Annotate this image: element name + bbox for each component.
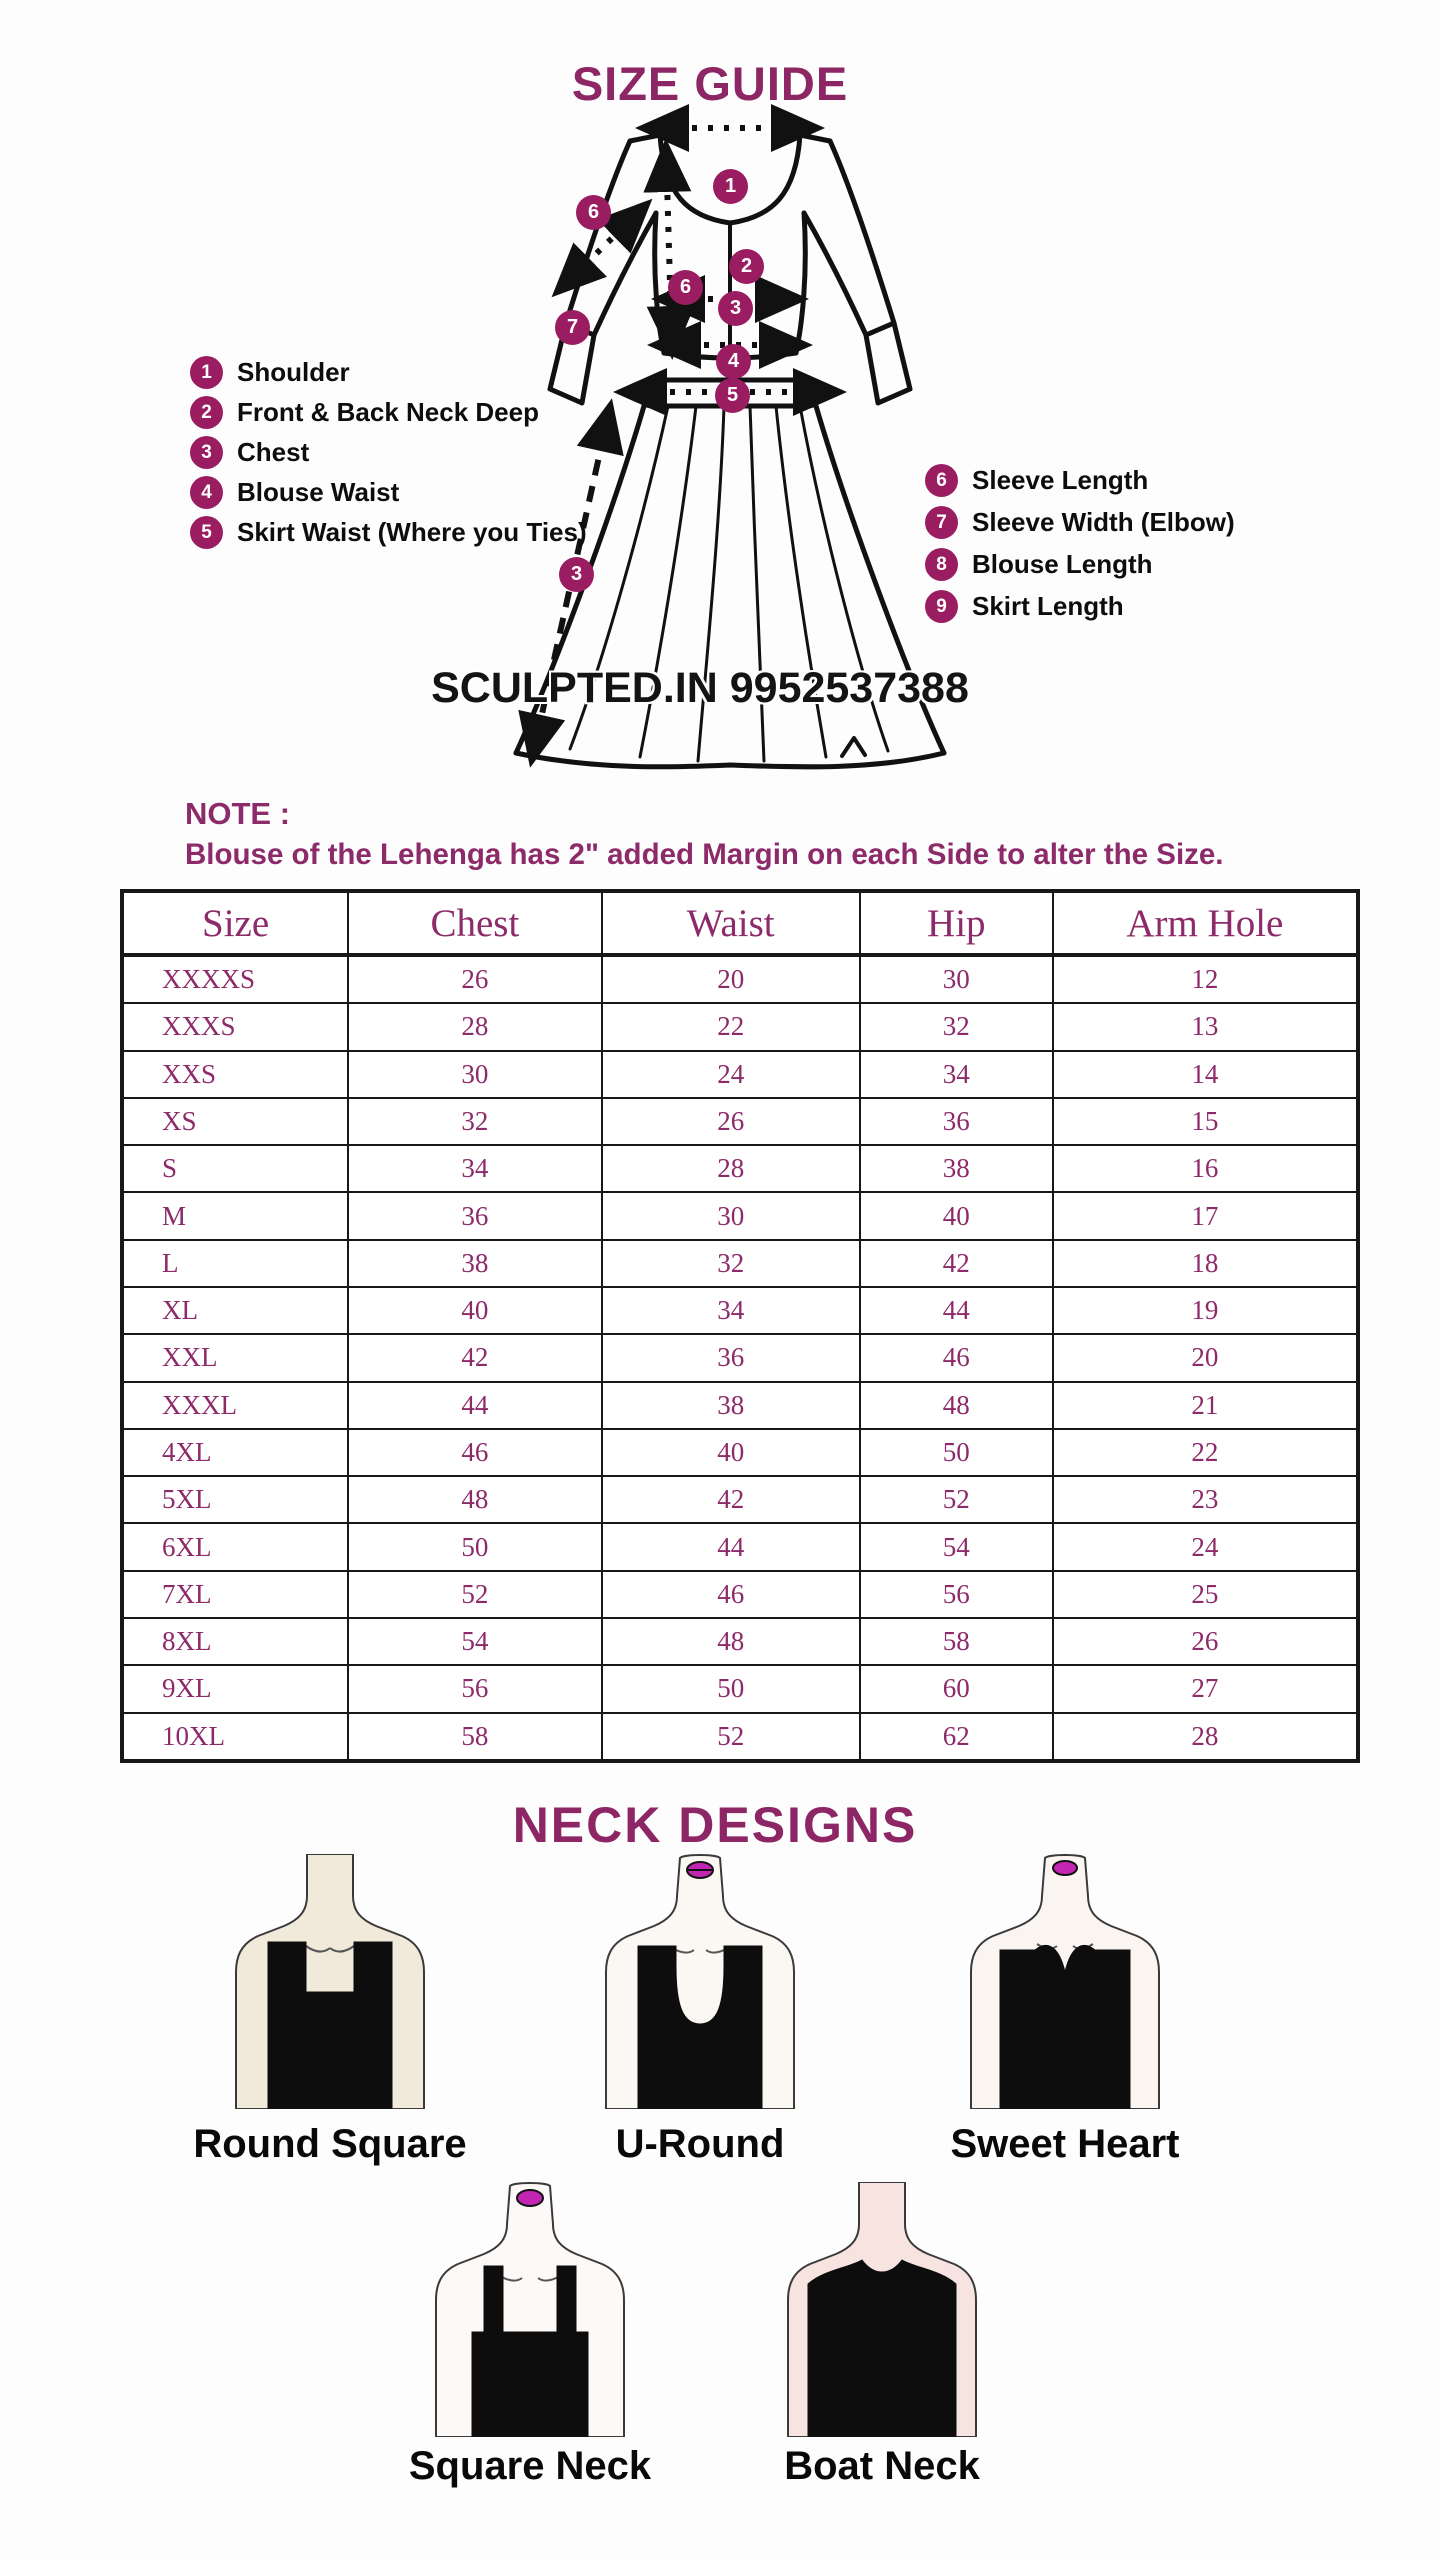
diagram-badge-blouse-length: 6	[668, 270, 703, 305]
measurement-cell: 46	[602, 1571, 860, 1618]
measurement-cell: 24	[1053, 1523, 1358, 1570]
measurement-cell: 26	[602, 1098, 860, 1145]
neck-design-label: Sweet Heart	[950, 2122, 1180, 2166]
size-cell: XXS	[122, 1051, 348, 1098]
header-hip: Hip	[860, 891, 1053, 955]
table-row	[122, 1713, 1358, 1761]
measurement-cell: 44	[860, 1287, 1053, 1334]
legend-label: Skirt Waist (Where you Ties)	[237, 517, 587, 547]
bodice-left	[655, 213, 664, 353]
legend-badge-3: 3	[190, 436, 223, 469]
measurement-cell: 38	[348, 1240, 601, 1287]
measurement-cell: 58	[348, 1713, 601, 1761]
measurement-cell: 30	[602, 1192, 860, 1239]
measurement-cell: 22	[1053, 1429, 1358, 1476]
measurement-cell: 26	[1053, 1618, 1358, 1665]
table-row	[122, 1192, 1358, 1239]
size-cell: 9XL	[122, 1665, 348, 1712]
measurement-cell: 40	[602, 1429, 860, 1476]
table-row	[122, 1382, 1358, 1429]
measurement-cell: 48	[348, 1476, 601, 1523]
diagram-badge-shoulder: 1	[713, 169, 748, 204]
u-round-figure	[580, 1854, 820, 2109]
measurement-cell: 28	[602, 1145, 860, 1192]
sweet-heart-figure	[945, 1854, 1185, 2109]
table-row	[122, 1523, 1358, 1570]
neck-designs-title: NECK DESIGNS	[512, 1797, 918, 1853]
table-row	[122, 1003, 1358, 1050]
measurement-cell: 22	[602, 1003, 860, 1050]
measurement-cell: 12	[1053, 955, 1358, 1003]
measurement-cell: 25	[1053, 1571, 1358, 1618]
boat-neck-figure	[762, 2182, 1002, 2437]
measurement-cell: 30	[348, 1051, 601, 1098]
measurement-cell: 62	[860, 1713, 1053, 1761]
measurement-cell: 24	[602, 1051, 860, 1098]
size-cell: 7XL	[122, 1571, 348, 1618]
legend-badge-1: 1	[190, 356, 223, 389]
size-cell: XL	[122, 1287, 348, 1334]
legend-badge-2: 2	[190, 396, 223, 429]
legend-item	[190, 396, 587, 429]
legend-item	[925, 506, 1235, 539]
measurement-cell: 38	[602, 1382, 860, 1429]
diagram-badge-chest: 3	[718, 291, 753, 326]
legend-badge-7: 7	[925, 506, 958, 539]
diagram-badge-neck-deep: 2	[729, 249, 764, 284]
header-waist: Waist	[602, 891, 860, 955]
measurement-cell: 60	[860, 1665, 1053, 1712]
measurement-cell: 40	[348, 1287, 601, 1334]
square-neck-figure	[410, 2182, 650, 2437]
header-chest: Chest	[348, 891, 601, 955]
size-chart-table	[120, 889, 1360, 1763]
measurement-cell: 21	[1053, 1382, 1358, 1429]
table-row	[122, 1098, 1358, 1145]
legend-badge-4: 4	[190, 476, 223, 509]
boat-neck-top	[808, 2260, 956, 2437]
measurement-cell: 32	[602, 1240, 860, 1287]
legend-item	[925, 464, 1235, 497]
table-row	[122, 1334, 1358, 1381]
neck-design-label: Round Square	[193, 2122, 467, 2166]
table-row	[122, 1051, 1358, 1098]
page-title: SIZE GUIDE	[571, 57, 849, 110]
measurement-cell: 34	[860, 1051, 1053, 1098]
measurement-cell: 23	[1053, 1476, 1358, 1523]
table-row	[122, 1665, 1358, 1712]
size-cell: 10XL	[122, 1713, 348, 1761]
legend-item	[190, 476, 587, 509]
measurement-cell: 18	[1053, 1240, 1358, 1287]
header-size: Size	[122, 891, 348, 955]
measurement-cell: 42	[860, 1240, 1053, 1287]
measurement-legend-left	[190, 356, 587, 549]
legend-item	[925, 548, 1235, 581]
table-row	[122, 1571, 1358, 1618]
hem	[516, 753, 944, 767]
legend-item	[925, 590, 1235, 623]
diagram-badge-sleeve-length: 6	[576, 195, 611, 230]
header-armhole: Arm Hole	[1053, 891, 1358, 955]
measurement-cell: 46	[348, 1429, 601, 1476]
measurement-cell: 58	[860, 1618, 1053, 1665]
measurement-cell: 54	[348, 1618, 601, 1665]
brand-contact-line: SCULPTED.IN 9952537388	[431, 664, 969, 712]
measurement-cell: 27	[1053, 1665, 1358, 1712]
measurement-cell: 42	[602, 1476, 860, 1523]
note-label: NOTE :	[185, 796, 291, 831]
measurement-cell: 32	[348, 1098, 601, 1145]
size-cell: M	[122, 1192, 348, 1239]
table-row	[122, 1287, 1358, 1334]
neck-design-label: U-Round	[615, 2122, 785, 2166]
neck-design-label: Boat Neck	[784, 2444, 980, 2488]
bodice-right	[796, 213, 805, 353]
right-cuff	[866, 323, 910, 403]
measurement-cell: 28	[1053, 1713, 1358, 1761]
table-row	[122, 955, 1358, 1003]
measurement-cell: 32	[860, 1003, 1053, 1050]
measurement-cell: 56	[860, 1571, 1053, 1618]
lips	[1053, 1861, 1077, 1875]
legend-label: Shoulder	[237, 357, 350, 387]
size-table-body	[122, 955, 1358, 1761]
measurement-cell: 50	[602, 1665, 860, 1712]
measurement-cell: 36	[602, 1334, 860, 1381]
neck-design-label: Square Neck	[408, 2444, 652, 2488]
legend-badge-5: 5	[190, 516, 223, 549]
measurement-cell: 44	[348, 1382, 601, 1429]
legend-label: Front & Back Neck Deep	[237, 397, 539, 427]
table-row	[122, 1145, 1358, 1192]
legend-badge-6: 6	[925, 464, 958, 497]
measurement-cell: 17	[1053, 1192, 1358, 1239]
round-square-figure	[210, 1854, 450, 2109]
measurement-cell: 52	[602, 1713, 860, 1761]
size-cell: XXXL	[122, 1382, 348, 1429]
left-sleeve-inner	[594, 213, 656, 335]
measurement-cell: 30	[860, 955, 1053, 1003]
measurement-cell: 15	[1053, 1098, 1358, 1145]
measurement-cell: 42	[348, 1334, 601, 1381]
measurement-cell: 54	[860, 1523, 1053, 1570]
measurement-cell: 56	[348, 1665, 601, 1712]
lips	[517, 2190, 543, 2206]
table-row	[122, 1476, 1358, 1523]
legend-item	[190, 436, 587, 469]
measurement-cell: 28	[348, 1003, 601, 1050]
measurement-cell: 48	[602, 1618, 860, 1665]
measurement-legend-right	[925, 464, 1235, 623]
legend-label: Blouse Length	[972, 549, 1153, 579]
table-row	[122, 1429, 1358, 1476]
legend-badge-9: 9	[925, 590, 958, 623]
sweet-heart-neck-top	[1000, 1945, 1130, 2109]
left-sleeve-outer	[566, 141, 630, 323]
size-cell: 5XL	[122, 1476, 348, 1523]
table-row	[122, 1240, 1358, 1287]
measurement-cell: 50	[348, 1523, 601, 1570]
legend-label: Skirt Length	[972, 591, 1124, 621]
measurement-cell: 19	[1053, 1287, 1358, 1334]
measurement-cell: 44	[602, 1523, 860, 1570]
legend-label: Chest	[237, 437, 310, 467]
measurement-cell: 16	[1053, 1145, 1358, 1192]
size-cell: 4XL	[122, 1429, 348, 1476]
measurement-cell: 46	[860, 1334, 1053, 1381]
measurement-cell: 52	[348, 1571, 601, 1618]
size-cell: S	[122, 1145, 348, 1192]
measurement-cell: 36	[860, 1098, 1053, 1145]
right-sleeve-outer	[830, 141, 894, 323]
right-sleeve-inner	[804, 213, 866, 335]
measurement-cell: 40	[860, 1192, 1053, 1239]
legend-label: Sleeve Width (Elbow)	[972, 507, 1235, 537]
size-cell: XXXXS	[122, 955, 348, 1003]
diagram-badge-blouse-waist: 4	[716, 344, 751, 379]
legend-item	[190, 356, 587, 389]
measurement-cell: 20	[602, 955, 860, 1003]
measurement-cell: 14	[1053, 1051, 1358, 1098]
measurement-cell: 52	[860, 1476, 1053, 1523]
table-row	[122, 1618, 1358, 1665]
measurement-cell: 13	[1053, 1003, 1358, 1050]
measurement-cell: 48	[860, 1382, 1053, 1429]
size-cell: XXL	[122, 1334, 348, 1381]
legend-item	[190, 516, 587, 549]
size-cell: XXXS	[122, 1003, 348, 1050]
measurement-cell: 26	[348, 955, 601, 1003]
legend-badge-8: 8	[925, 548, 958, 581]
legend-label: Blouse Waist	[237, 477, 400, 507]
measurement-cell: 34	[602, 1287, 860, 1334]
size-cell: L	[122, 1240, 348, 1287]
note-text: Blouse of the Lehenga has 2" added Margin on each Side to alter the Size.	[185, 838, 1224, 871]
measurement-cell: 34	[348, 1145, 601, 1192]
measurement-cell: 38	[860, 1145, 1053, 1192]
size-cell: XS	[122, 1098, 348, 1145]
size-cell: 6XL	[122, 1523, 348, 1570]
measurement-cell: 50	[860, 1429, 1053, 1476]
measurement-cell: 36	[348, 1192, 601, 1239]
diagram-badge-skirt-length: 3	[559, 557, 594, 592]
legend-label: Sleeve Length	[972, 465, 1149, 495]
size-cell: 8XL	[122, 1618, 348, 1665]
diagram-badge-skirt-waist: 5	[715, 378, 750, 413]
table-header-row	[122, 891, 1358, 955]
measurement-cell: 20	[1053, 1334, 1358, 1381]
diagram-badge-sleeve-width: 7	[555, 310, 590, 345]
